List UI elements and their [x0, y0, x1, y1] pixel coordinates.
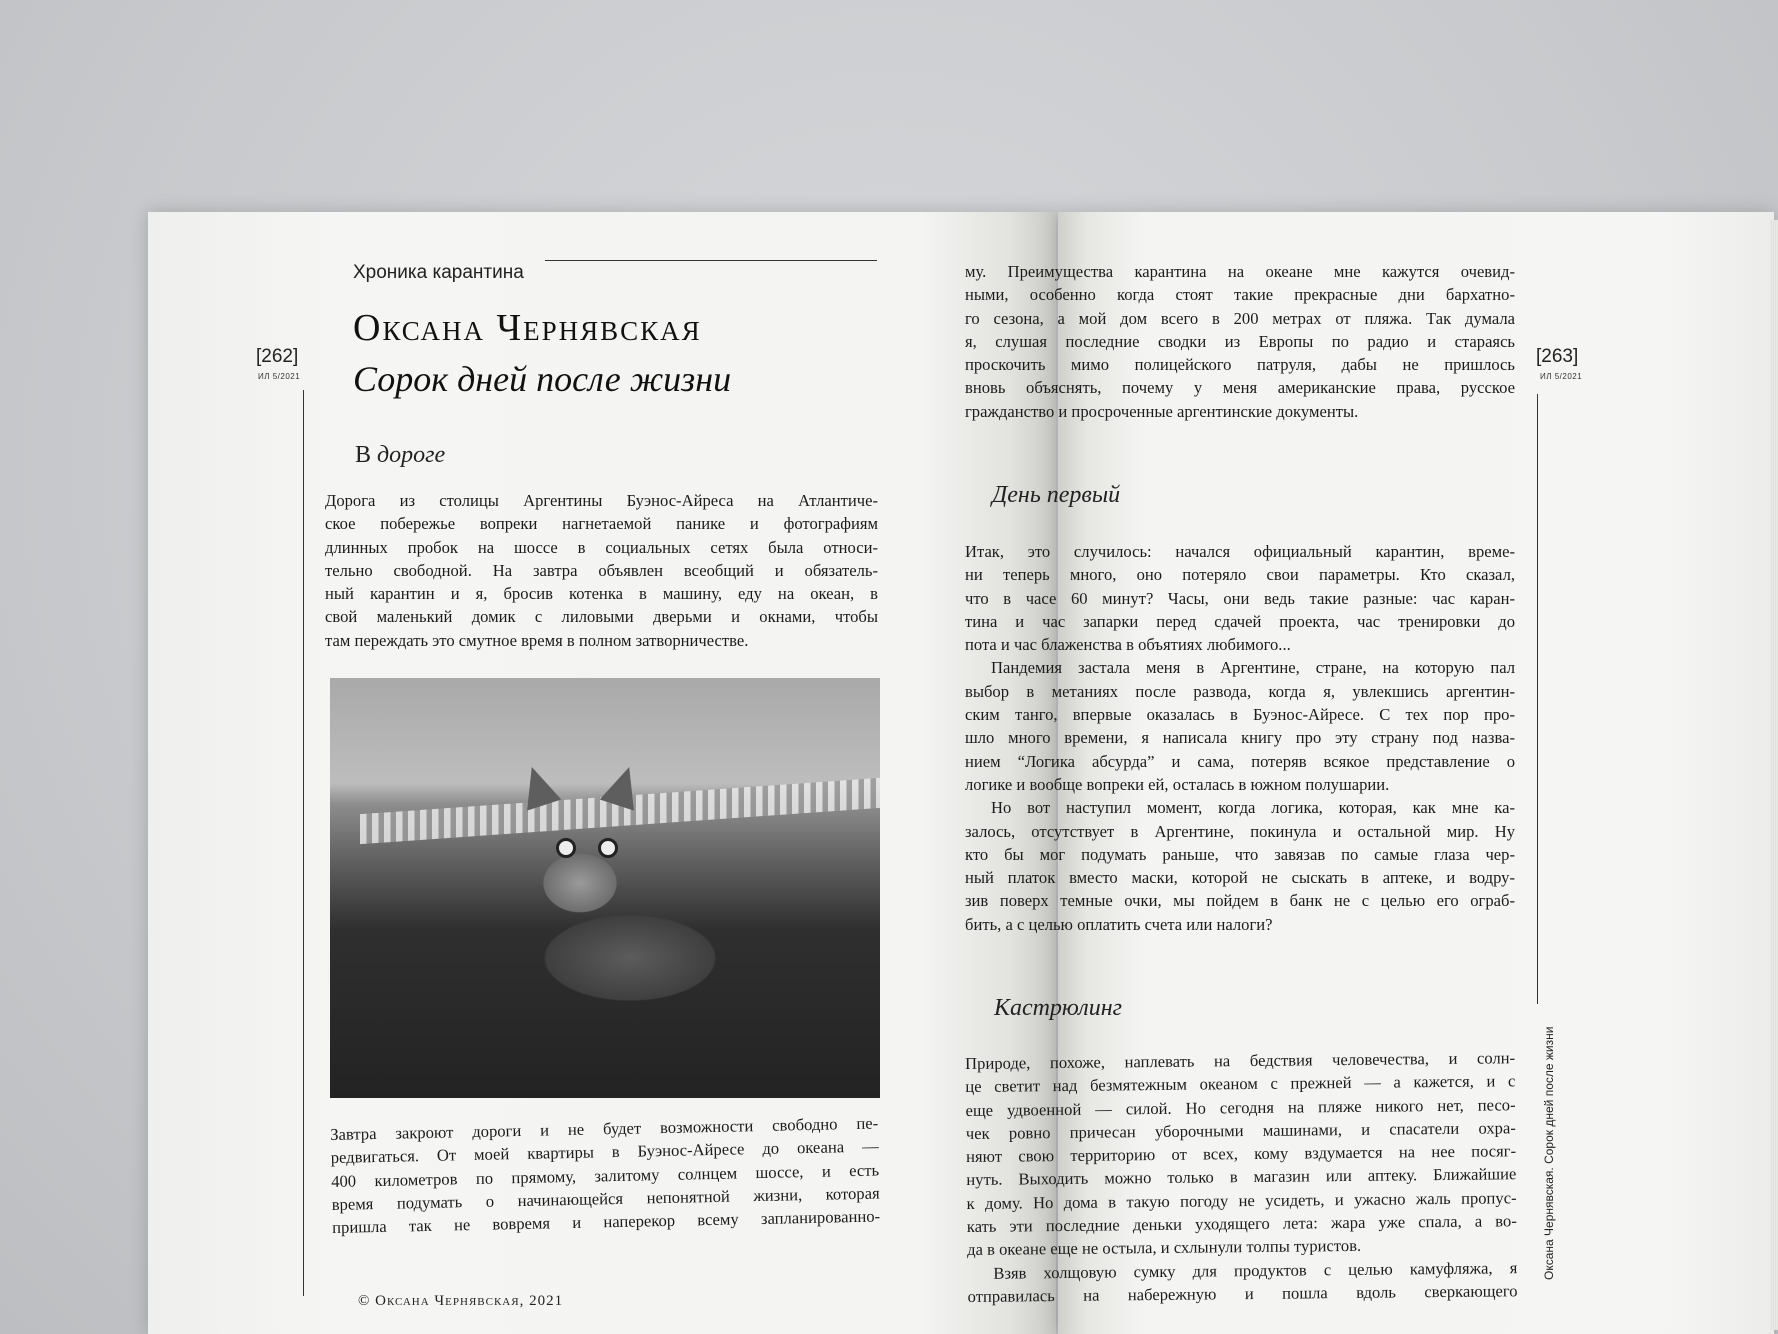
text-line: тина и час запарки перед сдачей проекта, час тренировки до: [965, 611, 1515, 631]
text-line: тельно свободной. На завтра объявлен всеобщий и обязатель-: [325, 560, 878, 580]
text-line: кать эти последние деньки уходящего лета: жара уже спала, а во-: [966, 1211, 1517, 1237]
text-line: бить, а с целью оплатить счета или налоги?: [965, 914, 1273, 934]
text-line: ный карантин и я, бросив котенка в машину, еду на океан, в: [325, 584, 878, 604]
text-line: ными, особенно когда стоят такие прекрасные дни бархатно-: [965, 285, 1515, 305]
text-line: ный платок вместо маски, которой не сыскать в аптеке, и водру-: [965, 868, 1515, 888]
copyright-footer: © Оксана Чернявская, 2021: [358, 1293, 564, 1309]
subhead-v-doroge: [355, 442, 445, 469]
text-line: время подумать о начинающейся непонятной жизни, которая: [331, 1183, 880, 1214]
text-line: Пандемия застала меня в Аргентине, стране, на которую пал: [991, 658, 1515, 678]
kitten-eye: [598, 838, 618, 858]
text-line: редвигаться. От моей квартиры в Буэнос-Айресе до океана —: [330, 1136, 879, 1168]
text-line: нием “Логика абсурда” и сама, потеряв всякое представление о: [965, 751, 1515, 771]
text-line: да в океане еще не остыла, и схлынули толпы туристов.: [966, 1236, 1362, 1260]
text-line: Итак, это случилось: начался официальный карантин, време-: [965, 542, 1515, 561]
text-line: выбор в метаниях после развода, когда я, увлекшись аргентин-: [965, 681, 1515, 701]
header-rule: [545, 260, 877, 261]
text-line: пота и час блаженства в объятиях любимого...: [965, 635, 1291, 655]
kitten-photo: [330, 678, 880, 1098]
right-page-number: [263]: [1536, 346, 1579, 367]
text-line: ни теперь много, оно потеряло свои параметры. Кто сказал,: [965, 565, 1515, 585]
running-title-vertical: Оксана Чернявская. Сорок дней после жизни: [1542, 1026, 1556, 1280]
left-margin-rule: [303, 390, 304, 1296]
text-line: Дорога из столицы Аргентины Буэнос-Айреса на Атлантиче-: [325, 491, 878, 510]
text-line: логике и вообще вопреки ей, осталась в южном полушарии.: [965, 774, 1390, 794]
section-den-pervyi: [965, 540, 1515, 936]
text-line: Но вот наступил момент, когда логика, которая, как мне ка-: [991, 798, 1515, 818]
text-line: Природе, похоже, наплевать на бедствия человечества, и солн-: [965, 1048, 1516, 1073]
text-line: еще удвоенной — силой. Но сегодня на пляже никого нет, песо-: [965, 1094, 1516, 1120]
text-line: отправилась на набережную и пошла вдоль сверкающего: [967, 1281, 1518, 1306]
text-line: что в часе 60 минут? Часы, они ведь такие разные: час каран-: [965, 588, 1515, 608]
text-line: ское побережье вопреки нагнетаемой панике и фотографиям: [325, 514, 878, 534]
text-line: гражданство и просроченные аргентинские документы.: [965, 401, 1359, 421]
paragraph-continued: [965, 260, 1515, 423]
text-line: свой маленький домик с лиловыми дверьми и окнами, чтобы: [325, 607, 878, 627]
text-line: вновь объяснять, почему у меня американские права, русское: [965, 378, 1515, 398]
right-margin-rule: [1537, 394, 1538, 1004]
text-line: я, слушая последние сводки из Европы по радио и стараясь: [965, 331, 1515, 351]
paragraph-intro: [325, 489, 878, 652]
text-line: длинных пробок на шоссе в социальных сетях была относи-: [325, 537, 878, 557]
right-issue-label: ИЛ 5/2021: [1540, 372, 1583, 381]
left-page-number: [262]: [256, 346, 299, 367]
text-line: му. Преимущества карантина на океане мне кажутся очевид-: [965, 262, 1515, 281]
text-line: Завтра закроют дороги и не будет возможности свободно пе-: [330, 1113, 879, 1144]
section-kastryuling: [965, 1046, 1518, 1308]
text-line: 400 километров по прямому, залитому солнцем шоссе, и есть: [331, 1160, 880, 1191]
subhead-den-pervyi: День первый: [992, 482, 1121, 508]
text-line: нуть. Выходить можно только в магазин или аптеку. Ближайшие: [966, 1164, 1517, 1190]
subhead-italic: дороге: [377, 442, 446, 468]
text-line: там переждать это смутное время в полном затворничестве.: [325, 630, 749, 650]
text-line: це светит над безмятежным океаном с прежней — а кажется, и с: [965, 1071, 1516, 1097]
text-line: кто бы мог подумать раньше, что завязав по самые глаза чер-: [965, 844, 1515, 864]
article-title: Сорок дней после жизни: [353, 359, 732, 399]
left-issue-label: ИЛ 5/2021: [258, 372, 301, 381]
section-header: Хроника карантина: [353, 262, 524, 283]
text-line: проскочить мимо полицейского патруля, дабы не пришлось: [965, 355, 1515, 375]
author-name: Оксана Чернявская: [353, 307, 702, 349]
kitten-eye: [556, 838, 576, 858]
text-line: залось, отсутствует в Аргентине, покинула и остальной мир. Ну: [965, 821, 1515, 841]
text-line: го сезона, а мой дом всего в 200 метрах от пляжа. Так думала: [965, 308, 1515, 328]
text-line: ским танго, впервые оказалась в Буэнос-Айресе. С тех пор про-: [965, 705, 1515, 725]
text-line: Взяв холщовую сумку для продуктов с целью камуфляжа, я: [993, 1257, 1518, 1283]
text-line: няют свою территорию от всех, кому вздумается на нее посяг-: [965, 1141, 1517, 1167]
text-line: пришла так не вовремя и наперекор всему запланированно-: [331, 1206, 881, 1238]
text-line: чек ровно причесан уборочными машинами, и спасатели охра-: [965, 1118, 1516, 1143]
text-line: зив поверх темные очки, мы пойдем в банк не с целью его ограб-: [965, 891, 1515, 911]
text-line: к дому. Но дома в такую погоду не усидеть, и ужасно жаль пропус-: [966, 1188, 1517, 1213]
paragraph-second: [330, 1112, 880, 1240]
subhead-prefix: В: [355, 442, 372, 468]
page-edges: [1770, 220, 1778, 1330]
text-line: шло много времени, я написала книгу про эту страну под назва-: [965, 728, 1515, 748]
subhead-kastryuling: Кастрюлинг: [994, 995, 1122, 1021]
